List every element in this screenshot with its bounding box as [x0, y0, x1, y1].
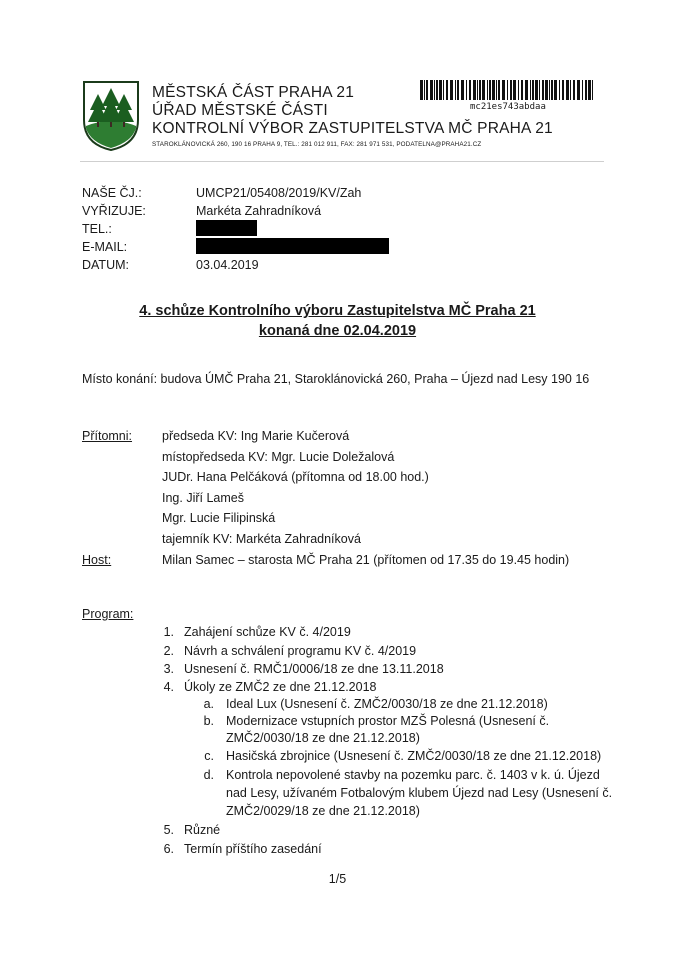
barcode-text: mc21es743abdaa [470, 102, 546, 112]
date-label: DATUM: [82, 258, 129, 272]
attendees-list [162, 426, 429, 549]
program-num: 3. [163, 662, 174, 676]
program-subletter: a. [203, 697, 214, 711]
program-item: Zahájení schůze KV č. 4/2019 [184, 625, 351, 639]
email-redaction [196, 238, 389, 254]
venue: Místo konání: budova ÚMČ Praha 21, Staroklánovická 260, Praha – Újezd nad Lesy 190 16 [82, 372, 590, 386]
program-num: 5. [163, 823, 174, 837]
attendee: Ing. Jiří Lameš [162, 490, 244, 505]
program-subitem-cont: ZMČ2/0030/18 ze dne 21.12.2018) [226, 731, 420, 745]
header-divider [80, 161, 604, 162]
program-item: Usnesení č. RMČ1/0006/18 ze dne 13.11.2018 [184, 662, 444, 676]
attendee: tajemník KV: Markéta Zahradníková [162, 531, 361, 546]
program-subitem: Modernizace vstupních prostor MZŠ Polesná (Usnesení č. [226, 714, 550, 728]
handler-value: Markéta Zahradníková [196, 204, 322, 218]
program-item: Různé [184, 823, 221, 837]
barcode [420, 80, 596, 100]
program-item: Termín příštího zasedání [184, 842, 322, 856]
program-label: Program: [82, 607, 134, 621]
program-subitem-cont: ZMČ2/0029/18 ze dne 21.12.2018) [226, 804, 420, 818]
program-subitem: Kontrola nepovolené stavby na pozemku parc. č. 1403 v k. ú. Újezd [226, 768, 600, 782]
org-name-line3: KONTROLNÍ VÝBOR ZASTUPITELSTVA MČ PRAHA 21 [152, 120, 553, 137]
program-subitem: Hasičská zbrojnice (Usnesení č. ZMČ2/0030/18 ze dne 21.12.2018) [226, 749, 602, 763]
program-item: Návrh a schválení programu KV č. 4/2019 [184, 644, 417, 658]
org-address: STAROKLÁNOVICKÁ 260, 190 16 PRAHA 9, TEL.: 281 012 911, FAX: 281 971 531, PODATELNA@PRAHA21.CZ [152, 141, 482, 148]
handler-label: VYŘIZUJE: [82, 204, 146, 218]
program-subitem: Ideal Lux (Usnesení č. ZMČ2/0030/18 ze dne 21.12.2018) [226, 697, 548, 711]
ref-value: UMCP21/05408/2019/KV/Zah [196, 186, 362, 200]
host-label: Host: [82, 553, 112, 567]
program-subletter: d. [203, 768, 214, 782]
ref-label: NAŠE ČJ.: [82, 186, 142, 200]
program-num: 2. [163, 644, 174, 658]
program-num: 4. [163, 680, 174, 694]
program-num: 6. [163, 842, 174, 856]
host-text: Milan Samec – starosta MČ Praha 21 (přítomen od 17.35 do 19.45 hodin) [162, 553, 570, 567]
program-subitem-cont: nad Lesy, užívaném Fotbalovým klubem Újezd nad Lesy (Usnesení č. [226, 786, 613, 800]
org-name-line2: ÚŘAD MĚSTSKÉ ČÁSTI [152, 102, 328, 119]
attendees-label: Přítomni: [82, 429, 133, 443]
tel-redaction [196, 220, 257, 236]
trees-shield-icon [82, 80, 140, 152]
doc-title: 4. schůze Kontrolního výboru Zastupitelstva MČ Praha 21 [139, 303, 536, 319]
tel-label: TEL.: [82, 222, 112, 236]
org-name-line1: MĚSTSKÁ ČÁST PRAHA 21 [152, 84, 355, 101]
attendee: JUDr. Hana Pelčáková (přítomna od 18.00 hod.) [162, 470, 429, 484]
email-label: E-MAIL: [82, 240, 128, 254]
program-item: Úkoly ze ZMČ2 ze dne 21.12.2018 [184, 680, 377, 694]
program-num: 1. [163, 625, 174, 639]
date-value: 03.04.2019 [196, 258, 259, 272]
program-subletter: c. [204, 749, 214, 763]
program-subletter: b. [203, 714, 214, 728]
attendee: předseda KV: Ing Marie Kučerová [162, 429, 350, 443]
attendee: Mgr. Lucie Filipinská [162, 511, 276, 525]
doc-subtitle: konaná dne 02.04.2019 [258, 323, 417, 339]
page-number: 1/5 [328, 872, 347, 886]
attendee: místopředseda KV: Mgr. Lucie Doležalová [162, 449, 395, 464]
